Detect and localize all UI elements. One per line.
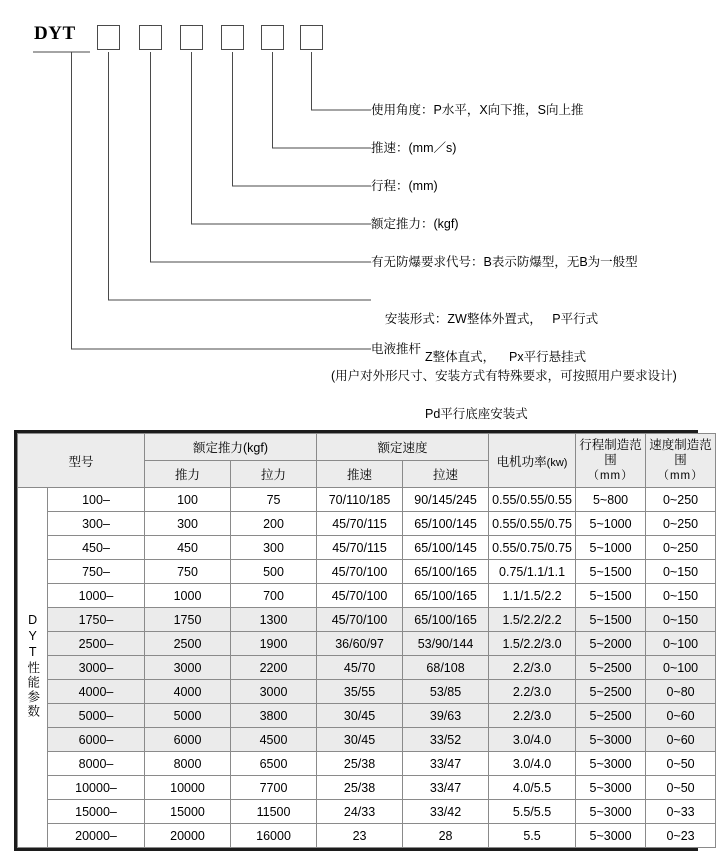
cell-pull-force: 700 — [231, 584, 317, 608]
cell-pull-force: 75 — [231, 488, 317, 512]
cell-push-speed: 45/70/100 — [317, 608, 403, 632]
cell-push-force: 300 — [145, 512, 231, 536]
model-code-diagram — [0, 0, 722, 421]
cell-stroke-range: 5~1500 — [576, 608, 646, 632]
cell-speed-range: 0~250 — [646, 536, 716, 560]
cell-model: 450– — [48, 536, 145, 560]
cell-speed-range: 0~60 — [646, 704, 716, 728]
cell-motor-power: 5.5 — [489, 824, 576, 848]
cell-motor-power: 1.1/1.5/2.2 — [489, 584, 576, 608]
cell-push-speed: 30/45 — [317, 704, 403, 728]
cell-push-speed: 45/70/100 — [317, 584, 403, 608]
cell-speed-range: 0~250 — [646, 488, 716, 512]
cell-pull-speed: 65/100/145 — [403, 512, 489, 536]
header-rated-thrust-group: 额定推力(kgf) — [145, 434, 317, 461]
cell-push-speed: 70/110/185 — [317, 488, 403, 512]
cell-model: 15000– — [48, 800, 145, 824]
table-row — [18, 824, 716, 848]
cell-pull-speed: 90/145/245 — [403, 488, 489, 512]
cell-push-speed: 36/60/97 — [317, 632, 403, 656]
cell-push-speed: 24/33 — [317, 800, 403, 824]
table-row — [18, 656, 716, 680]
cell-motor-power: 1.5/2.2/2.2 — [489, 608, 576, 632]
cell-speed-range: 0~150 — [646, 608, 716, 632]
cell-push-force: 6000 — [145, 728, 231, 752]
header-speed-pull: 拉速 — [403, 461, 489, 488]
cell-pull-speed: 65/100/165 — [403, 560, 489, 584]
cell-speed-range: 0~60 — [646, 728, 716, 752]
cell-speed-range: 0~100 — [646, 656, 716, 680]
cell-stroke-range: 5~1500 — [576, 560, 646, 584]
cell-speed-range: 0~100 — [646, 632, 716, 656]
cell-pull-force: 500 — [231, 560, 317, 584]
cell-pull-force: 2200 — [231, 656, 317, 680]
cell-stroke-range: 5~1000 — [576, 512, 646, 536]
cell-stroke-range: 5~1500 — [576, 584, 646, 608]
annotation-rated-thrust: 额定推力：(kgf) — [371, 217, 459, 231]
table-row — [18, 560, 716, 584]
cell-pull-force: 11500 — [231, 800, 317, 824]
cell-model: 20000– — [48, 824, 145, 848]
cell-push-force: 20000 — [145, 824, 231, 848]
cell-speed-range: 0~250 — [646, 512, 716, 536]
cell-model: 8000– — [48, 752, 145, 776]
cell-speed-range: 0~50 — [646, 776, 716, 800]
model-prefix-label: DYT — [34, 23, 76, 44]
cell-speed-range: 0~80 — [646, 680, 716, 704]
annotation-product-name: 电液推杆 — [371, 342, 422, 356]
cell-model: 2500– — [48, 632, 145, 656]
cell-motor-power: 0.55/0.55/0.55 — [489, 488, 576, 512]
cell-push-force: 15000 — [145, 800, 231, 824]
mounting-form-line-3: Pd平行底座安装式 — [425, 407, 528, 421]
cell-pull-speed: 33/47 — [403, 776, 489, 800]
cell-model: 100– — [48, 488, 145, 512]
cell-stroke-range: 5~2500 — [576, 656, 646, 680]
cell-push-force: 8000 — [145, 752, 231, 776]
cell-motor-power: 2.2/3.0 — [489, 680, 576, 704]
cell-pull-speed: 39/63 — [403, 704, 489, 728]
spec-table-body — [18, 488, 716, 848]
cell-pull-force: 1900 — [231, 632, 317, 656]
spec-table-header — [18, 434, 716, 488]
header-speed-push: 推速 — [317, 461, 403, 488]
cell-pull-speed: 68/108 — [403, 656, 489, 680]
cell-pull-speed: 53/90/144 — [403, 632, 489, 656]
cell-model: 750– — [48, 560, 145, 584]
cell-pull-speed: 33/42 — [403, 800, 489, 824]
cell-stroke-range: 5~2500 — [576, 680, 646, 704]
cell-model: 4000– — [48, 680, 145, 704]
cell-motor-power: 0.55/0.75/0.75 — [489, 536, 576, 560]
mounting-form-line-2: Z整体直式， Px平行悬挂式 — [425, 350, 587, 364]
cell-push-speed: 45/70/115 — [317, 512, 403, 536]
table-row — [18, 752, 716, 776]
cell-push-speed: 23 — [317, 824, 403, 848]
cell-pull-force: 200 — [231, 512, 317, 536]
annotation-use-angle: 使用角度：P水平，X向下推，S向上推 — [371, 103, 584, 117]
cell-push-force: 4000 — [145, 680, 231, 704]
cell-pull-speed: 65/100/165 — [403, 608, 489, 632]
cell-push-force: 3000 — [145, 656, 231, 680]
cell-pull-force: 3800 — [231, 704, 317, 728]
annotation-explosion-proof: 有无防爆要求代号：B表示防爆型，无B为一般型 — [371, 255, 638, 269]
cell-speed-range: 0~50 — [646, 752, 716, 776]
cell-pull-force: 7700 — [231, 776, 317, 800]
cell-model: 300– — [48, 512, 145, 536]
cell-stroke-range: 5~2000 — [576, 632, 646, 656]
table-row — [18, 608, 716, 632]
cell-motor-power: 4.0/5.5 — [489, 776, 576, 800]
cell-speed-range: 0~23 — [646, 824, 716, 848]
table-row — [18, 584, 716, 608]
table-row — [18, 704, 716, 728]
cell-push-speed: 25/38 — [317, 752, 403, 776]
mounting-form-line-1: 安装形式：ZW整体外置式， P平行式 — [384, 312, 599, 326]
row-group-label — [18, 488, 48, 848]
cell-push-force: 2500 — [145, 632, 231, 656]
table-row — [18, 800, 716, 824]
cell-pull-speed: 53/85 — [403, 680, 489, 704]
table-row — [18, 536, 716, 560]
cell-motor-power: 5.5/5.5 — [489, 800, 576, 824]
cell-stroke-range: 5~1000 — [576, 536, 646, 560]
cell-motor-power: 2.2/3.0 — [489, 704, 576, 728]
header-motor-power: 电机功率(kw) — [489, 434, 576, 488]
cell-pull-speed: 33/52 — [403, 728, 489, 752]
leader-lines — [0, 0, 722, 400]
cell-push-speed: 45/70/115 — [317, 536, 403, 560]
cell-push-speed: 30/45 — [317, 728, 403, 752]
cell-push-force: 450 — [145, 536, 231, 560]
cell-push-force: 1000 — [145, 584, 231, 608]
cell-model: 6000– — [48, 728, 145, 752]
table-row — [18, 776, 716, 800]
cell-push-speed: 25/38 — [317, 776, 403, 800]
cell-speed-range: 0~150 — [646, 584, 716, 608]
cell-push-force: 1750 — [145, 608, 231, 632]
header-stroke-range: 行程制造范围 （mm） — [576, 434, 646, 488]
cell-pull-speed: 28 — [403, 824, 489, 848]
cell-stroke-range: 5~800 — [576, 488, 646, 512]
cell-pull-force: 4500 — [231, 728, 317, 752]
cell-pull-force: 3000 — [231, 680, 317, 704]
cell-push-force: 5000 — [145, 704, 231, 728]
table-row — [18, 680, 716, 704]
cell-pull-force: 16000 — [231, 824, 317, 848]
cell-pull-force: 300 — [231, 536, 317, 560]
cell-push-speed: 35/55 — [317, 680, 403, 704]
cell-stroke-range: 5~3000 — [576, 776, 646, 800]
header-model: 型号 — [18, 434, 145, 488]
table-row — [18, 488, 716, 512]
cell-pull-force: 6500 — [231, 752, 317, 776]
header-speed-range: 速度制造范围 （mm） — [646, 434, 716, 488]
cell-push-force: 10000 — [145, 776, 231, 800]
table-row — [18, 632, 716, 656]
cell-model: 5000– — [48, 704, 145, 728]
cell-motor-power: 0.75/1.1/1.1 — [489, 560, 576, 584]
row-group-label-text: DYT性能参数 — [25, 613, 40, 719]
cell-stroke-range: 5~3000 — [576, 800, 646, 824]
cell-speed-range: 0~33 — [646, 800, 716, 824]
cell-model: 10000– — [48, 776, 145, 800]
cell-push-speed: 45/70/100 — [317, 560, 403, 584]
annotation-stroke: 行程：(mm) — [371, 179, 438, 193]
cell-model: 1000– — [48, 584, 145, 608]
cell-pull-speed: 65/100/145 — [403, 536, 489, 560]
cell-pull-force: 1300 — [231, 608, 317, 632]
cell-stroke-range: 5~3000 — [576, 752, 646, 776]
cell-motor-power: 1.5/2.2/3.0 — [489, 632, 576, 656]
cell-motor-power: 0.55/0.55/0.75 — [489, 512, 576, 536]
table-row — [18, 728, 716, 752]
cell-stroke-range: 5~2500 — [576, 704, 646, 728]
cell-push-speed: 45/70 — [317, 656, 403, 680]
table-row — [18, 512, 716, 536]
cell-push-force: 750 — [145, 560, 231, 584]
header-thrust-pull: 拉力 — [231, 461, 317, 488]
cell-model: 1750– — [48, 608, 145, 632]
cell-pull-speed: 65/100/165 — [403, 584, 489, 608]
cell-motor-power: 3.0/4.0 — [489, 728, 576, 752]
cell-stroke-range: 5~3000 — [576, 728, 646, 752]
header-thrust-push: 推力 — [145, 461, 231, 488]
cell-push-force: 100 — [145, 488, 231, 512]
header-rated-speed-group: 额定速度 — [317, 434, 489, 461]
cell-model: 3000– — [48, 656, 145, 680]
cell-pull-speed: 33/47 — [403, 752, 489, 776]
spec-table-container — [14, 430, 712, 851]
cell-motor-power: 2.2/3.0 — [489, 656, 576, 680]
cell-stroke-range: 5~3000 — [576, 824, 646, 848]
cell-motor-power: 3.0/4.0 — [489, 752, 576, 776]
annotation-push-speed: 推速：(mm／s) — [371, 141, 457, 155]
cell-speed-range: 0~150 — [646, 560, 716, 584]
design-note: (用户对外形尺寸、安装方式有特殊要求，可按照用户要求设计) — [331, 369, 677, 383]
spec-table — [17, 433, 716, 848]
